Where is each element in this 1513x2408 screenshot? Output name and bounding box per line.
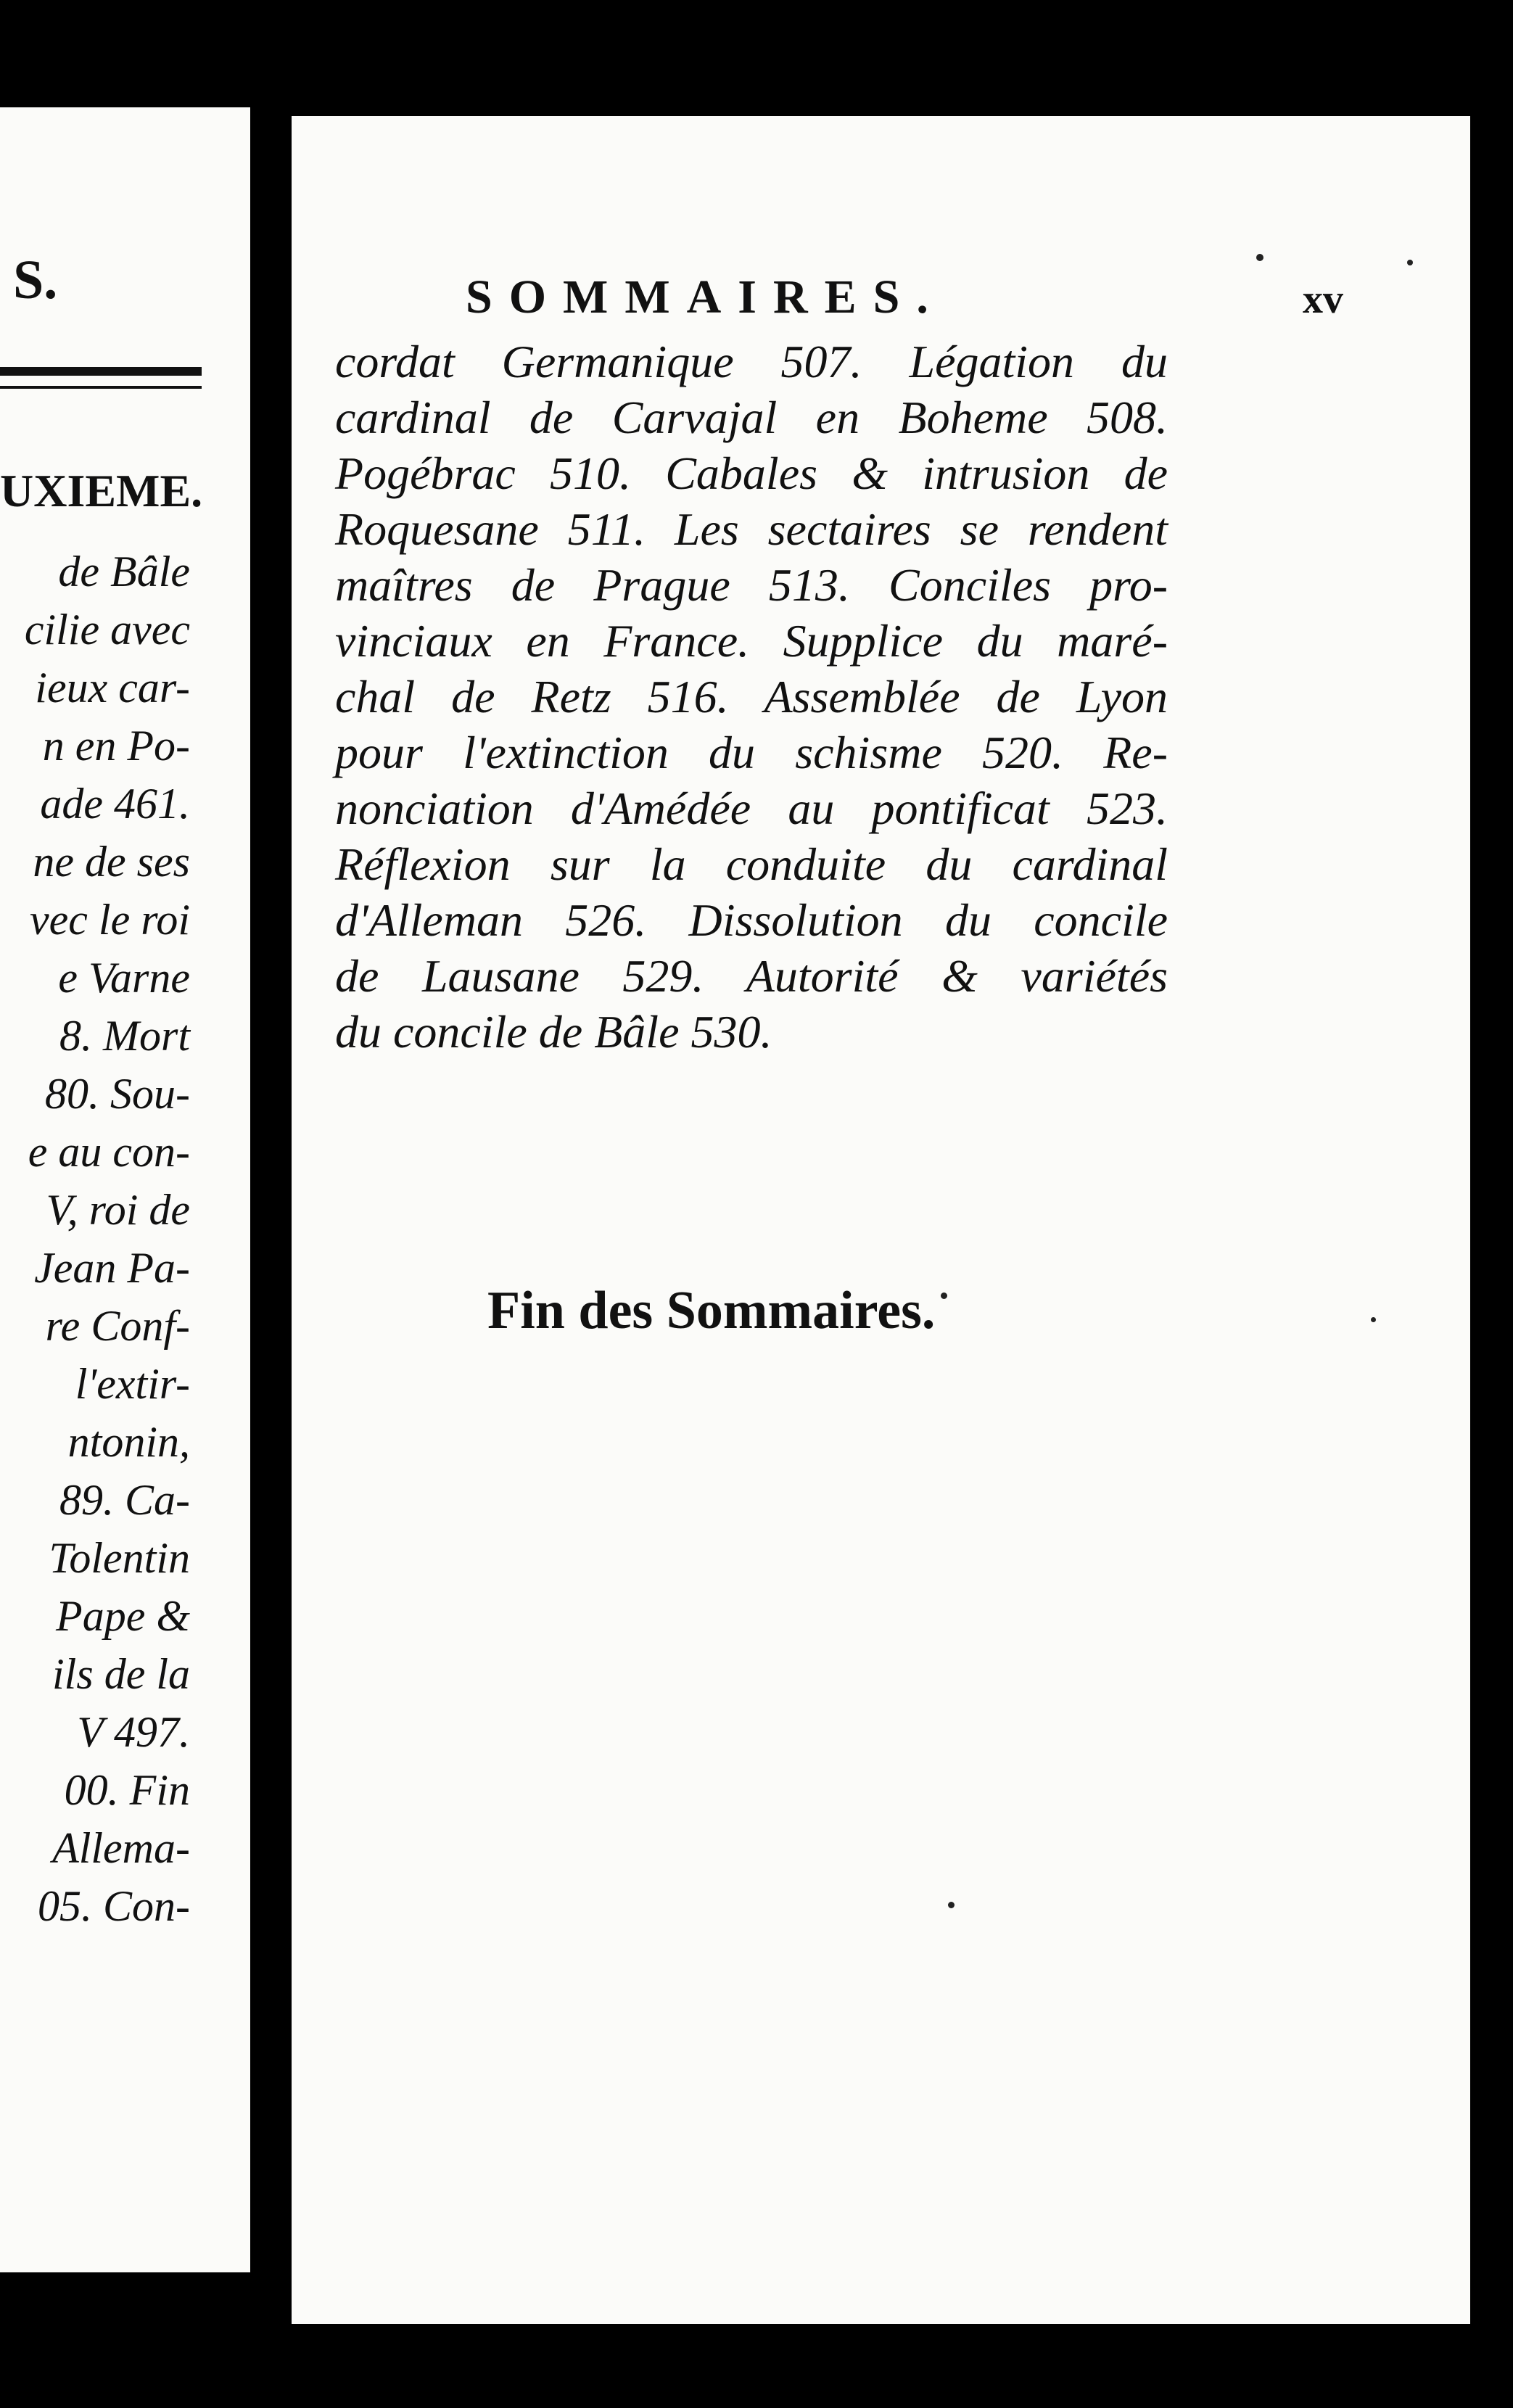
text-line: re Conf- bbox=[45, 1302, 190, 1350]
text-line: vec le roi bbox=[30, 896, 190, 944]
text-line: V, roi de bbox=[46, 1186, 190, 1234]
end-note: Fin des Sommaires. bbox=[487, 1281, 936, 1340]
summary-line: chal de Retz 516. Assemblée de Lyon bbox=[335, 671, 1168, 722]
text-line: Jean Pa- bbox=[34, 1244, 190, 1292]
text-line: 8. Mort bbox=[59, 1012, 190, 1060]
right-page bbox=[292, 116, 1470, 2324]
left-text-column bbox=[0, 543, 190, 1935]
ink-speck bbox=[941, 1292, 947, 1299]
ink-speck bbox=[1407, 260, 1413, 265]
summary-line: maîtres de Prague 513. Conciles pro- bbox=[335, 559, 1168, 611]
summary-line: du concile de Bâle 530. bbox=[335, 1006, 772, 1057]
left-section-title: UXIEME. bbox=[0, 465, 203, 516]
text-line: n en Po- bbox=[42, 722, 190, 770]
left-page bbox=[0, 107, 250, 2272]
text-line: l'extir- bbox=[75, 1360, 190, 1408]
summary-line: Pogébrac 510. Cabales & intrusion de bbox=[335, 448, 1168, 499]
summary-line: d'Alleman 526. Dissolution du concile bbox=[335, 894, 1168, 946]
double-rule-thin bbox=[0, 386, 202, 389]
summary-line: vinciaux en France. Supplice du maré- bbox=[335, 615, 1168, 667]
text-line: Pape & bbox=[56, 1592, 190, 1640]
text-line: 80. Sou- bbox=[45, 1070, 190, 1118]
summary-text bbox=[335, 334, 1168, 1060]
text-line: ntonin, bbox=[67, 1418, 190, 1466]
ink-speck bbox=[1256, 254, 1263, 261]
text-line: ade 461. bbox=[40, 780, 190, 828]
text-line: 05. Con- bbox=[38, 1882, 190, 1930]
summary-line: de Lausane 529. Autorité & variétés bbox=[335, 950, 1168, 1002]
text-line: 00. Fin bbox=[64, 1766, 190, 1814]
text-line: e au con- bbox=[28, 1128, 190, 1176]
summary-line: nonciation d'Amédée au pontificat 523. bbox=[335, 783, 1168, 834]
text-line: 89. Ca- bbox=[59, 1476, 190, 1524]
text-line: Tolentin bbox=[49, 1534, 190, 1582]
text-line: e Varne bbox=[58, 954, 190, 1002]
text-line: cilie avec bbox=[24, 606, 190, 653]
ink-speck bbox=[948, 1902, 955, 1908]
text-line: de Bâle bbox=[58, 548, 190, 595]
text-line: ne de ses bbox=[33, 838, 190, 886]
left-running-head: S. bbox=[13, 250, 58, 310]
summary-line: pour l'extinction du schisme 520. Re- bbox=[335, 727, 1168, 778]
ink-speck bbox=[1371, 1317, 1376, 1322]
summary-line: Roquesane 511. Les sectaires se rendent bbox=[335, 503, 1168, 555]
page-number: xv bbox=[1303, 277, 1343, 322]
text-line: ils de la bbox=[52, 1650, 190, 1698]
summary-line: cardinal de Carvajal en Boheme 508. bbox=[335, 392, 1168, 443]
page-title: SOMMAIRES. bbox=[466, 271, 945, 323]
text-line: Allema- bbox=[52, 1824, 190, 1872]
summary-line: cordat Germanique 507. Légation du bbox=[335, 336, 1168, 387]
text-line: V 497. bbox=[77, 1708, 190, 1756]
text-line: ieux car- bbox=[35, 664, 190, 712]
summary-line: Réflexion sur la conduite du cardinal bbox=[335, 838, 1168, 890]
double-rule-thick bbox=[0, 367, 202, 376]
running-head bbox=[466, 270, 1343, 325]
